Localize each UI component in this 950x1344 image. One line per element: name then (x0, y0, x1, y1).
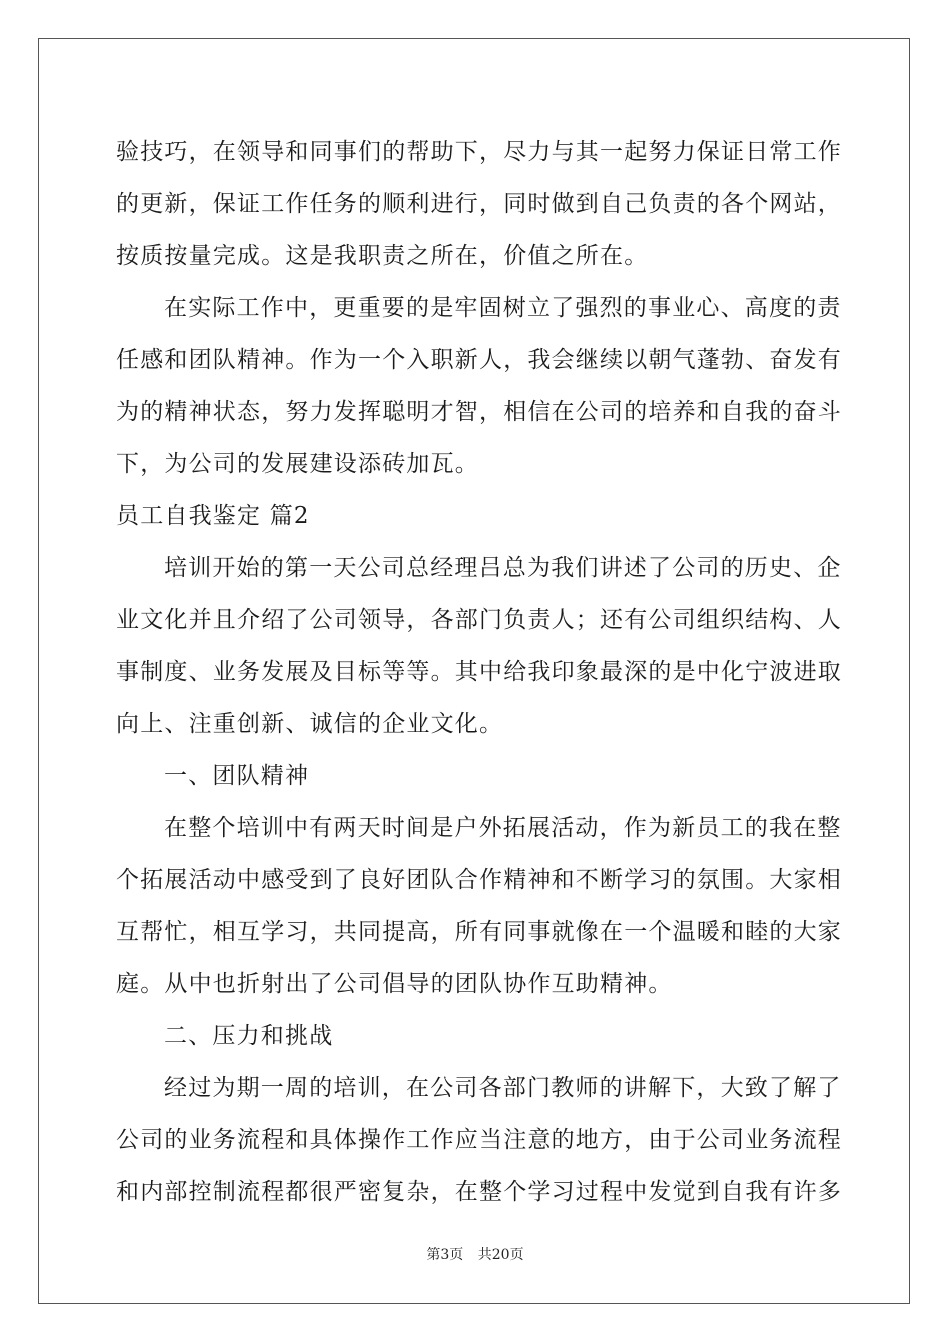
paragraph-2 (116, 282, 842, 490)
paragraph-5 (116, 1062, 842, 1218)
text-line: 验技巧，在领导和同事们的帮助下，尽力与其一起努力保证日常工作 (116, 139, 842, 165)
text-line: 按质按量完成。这是我职责之所在，价值之所在。 (116, 243, 649, 269)
text-line: 下，为公司的发展建设添砖加瓦。 (116, 451, 479, 477)
text-line: 业文化并且介绍了公司领导，各部门负责人；还有公司组织结构、人 (116, 607, 842, 633)
document-body (116, 126, 842, 1218)
subheading-1 (116, 750, 834, 802)
text-line: 经过为期一周的培训，在公司各部门教师的讲解下，大致了解了 (164, 1075, 842, 1101)
page-footer (0, 1244, 950, 1264)
subsection-heading: 二、压力和挑战 (164, 1023, 334, 1049)
text-line: 和内部控制流程都很严密复杂，在整个学习过程中发觉到自我有许多 (116, 1179, 842, 1205)
text-line: 公司的业务流程和具体操作工作应当注意的地方，由于公司业务流程 (116, 1127, 842, 1153)
subheading-2 (116, 1010, 834, 1062)
text-line: 在实际工作中，更重要的是牢固树立了强烈的事业心、高度的责 (164, 295, 842, 321)
text-line: 事制度、业务发展及目标等等。其中给我印象最深的是中化宁波进取 (116, 659, 842, 685)
text-line: 向上、注重创新、诚信的企业文化。 (116, 711, 504, 737)
paragraph-1 (116, 126, 842, 282)
section-title (116, 490, 834, 542)
text-line: 为的精神状态，努力发挥聪明才智，相信在公司的培养和自我的奋斗 (116, 399, 842, 425)
text-line: 个拓展活动中感受到了良好团队合作精神和不断学习的氛围。大家相 (116, 867, 842, 893)
paragraph-4 (116, 802, 842, 1010)
paragraph-3 (116, 542, 842, 750)
text-line: 的更新，保证工作任务的顺利进行，同时做到自己负责的各个网站， (116, 191, 842, 217)
page-number: 第3页 (426, 1247, 464, 1263)
text-line: 培训开始的第一天公司总经理吕总为我们讲述了公司的历史、企 (164, 555, 842, 581)
text-line: 互帮忙，相互学习，共同提高，所有同事就像在一个温暖和睦的大家 (116, 919, 842, 945)
text-line: 任感和团队精神。作为一个入职新人，我会继续以朝气蓬勃、奋发有 (116, 347, 842, 373)
subsection-heading: 一、团队精神 (164, 763, 310, 789)
page-total: 共20页 (477, 1247, 524, 1263)
text-line: 在整个培训中有两天时间是户外拓展活动，作为新员工的我在整 (164, 815, 842, 841)
section-heading: 员工自我鉴定 篇2 (116, 503, 310, 529)
text-line: 庭。从中也折射出了公司倡导的团队协作互助精神。 (116, 971, 673, 997)
